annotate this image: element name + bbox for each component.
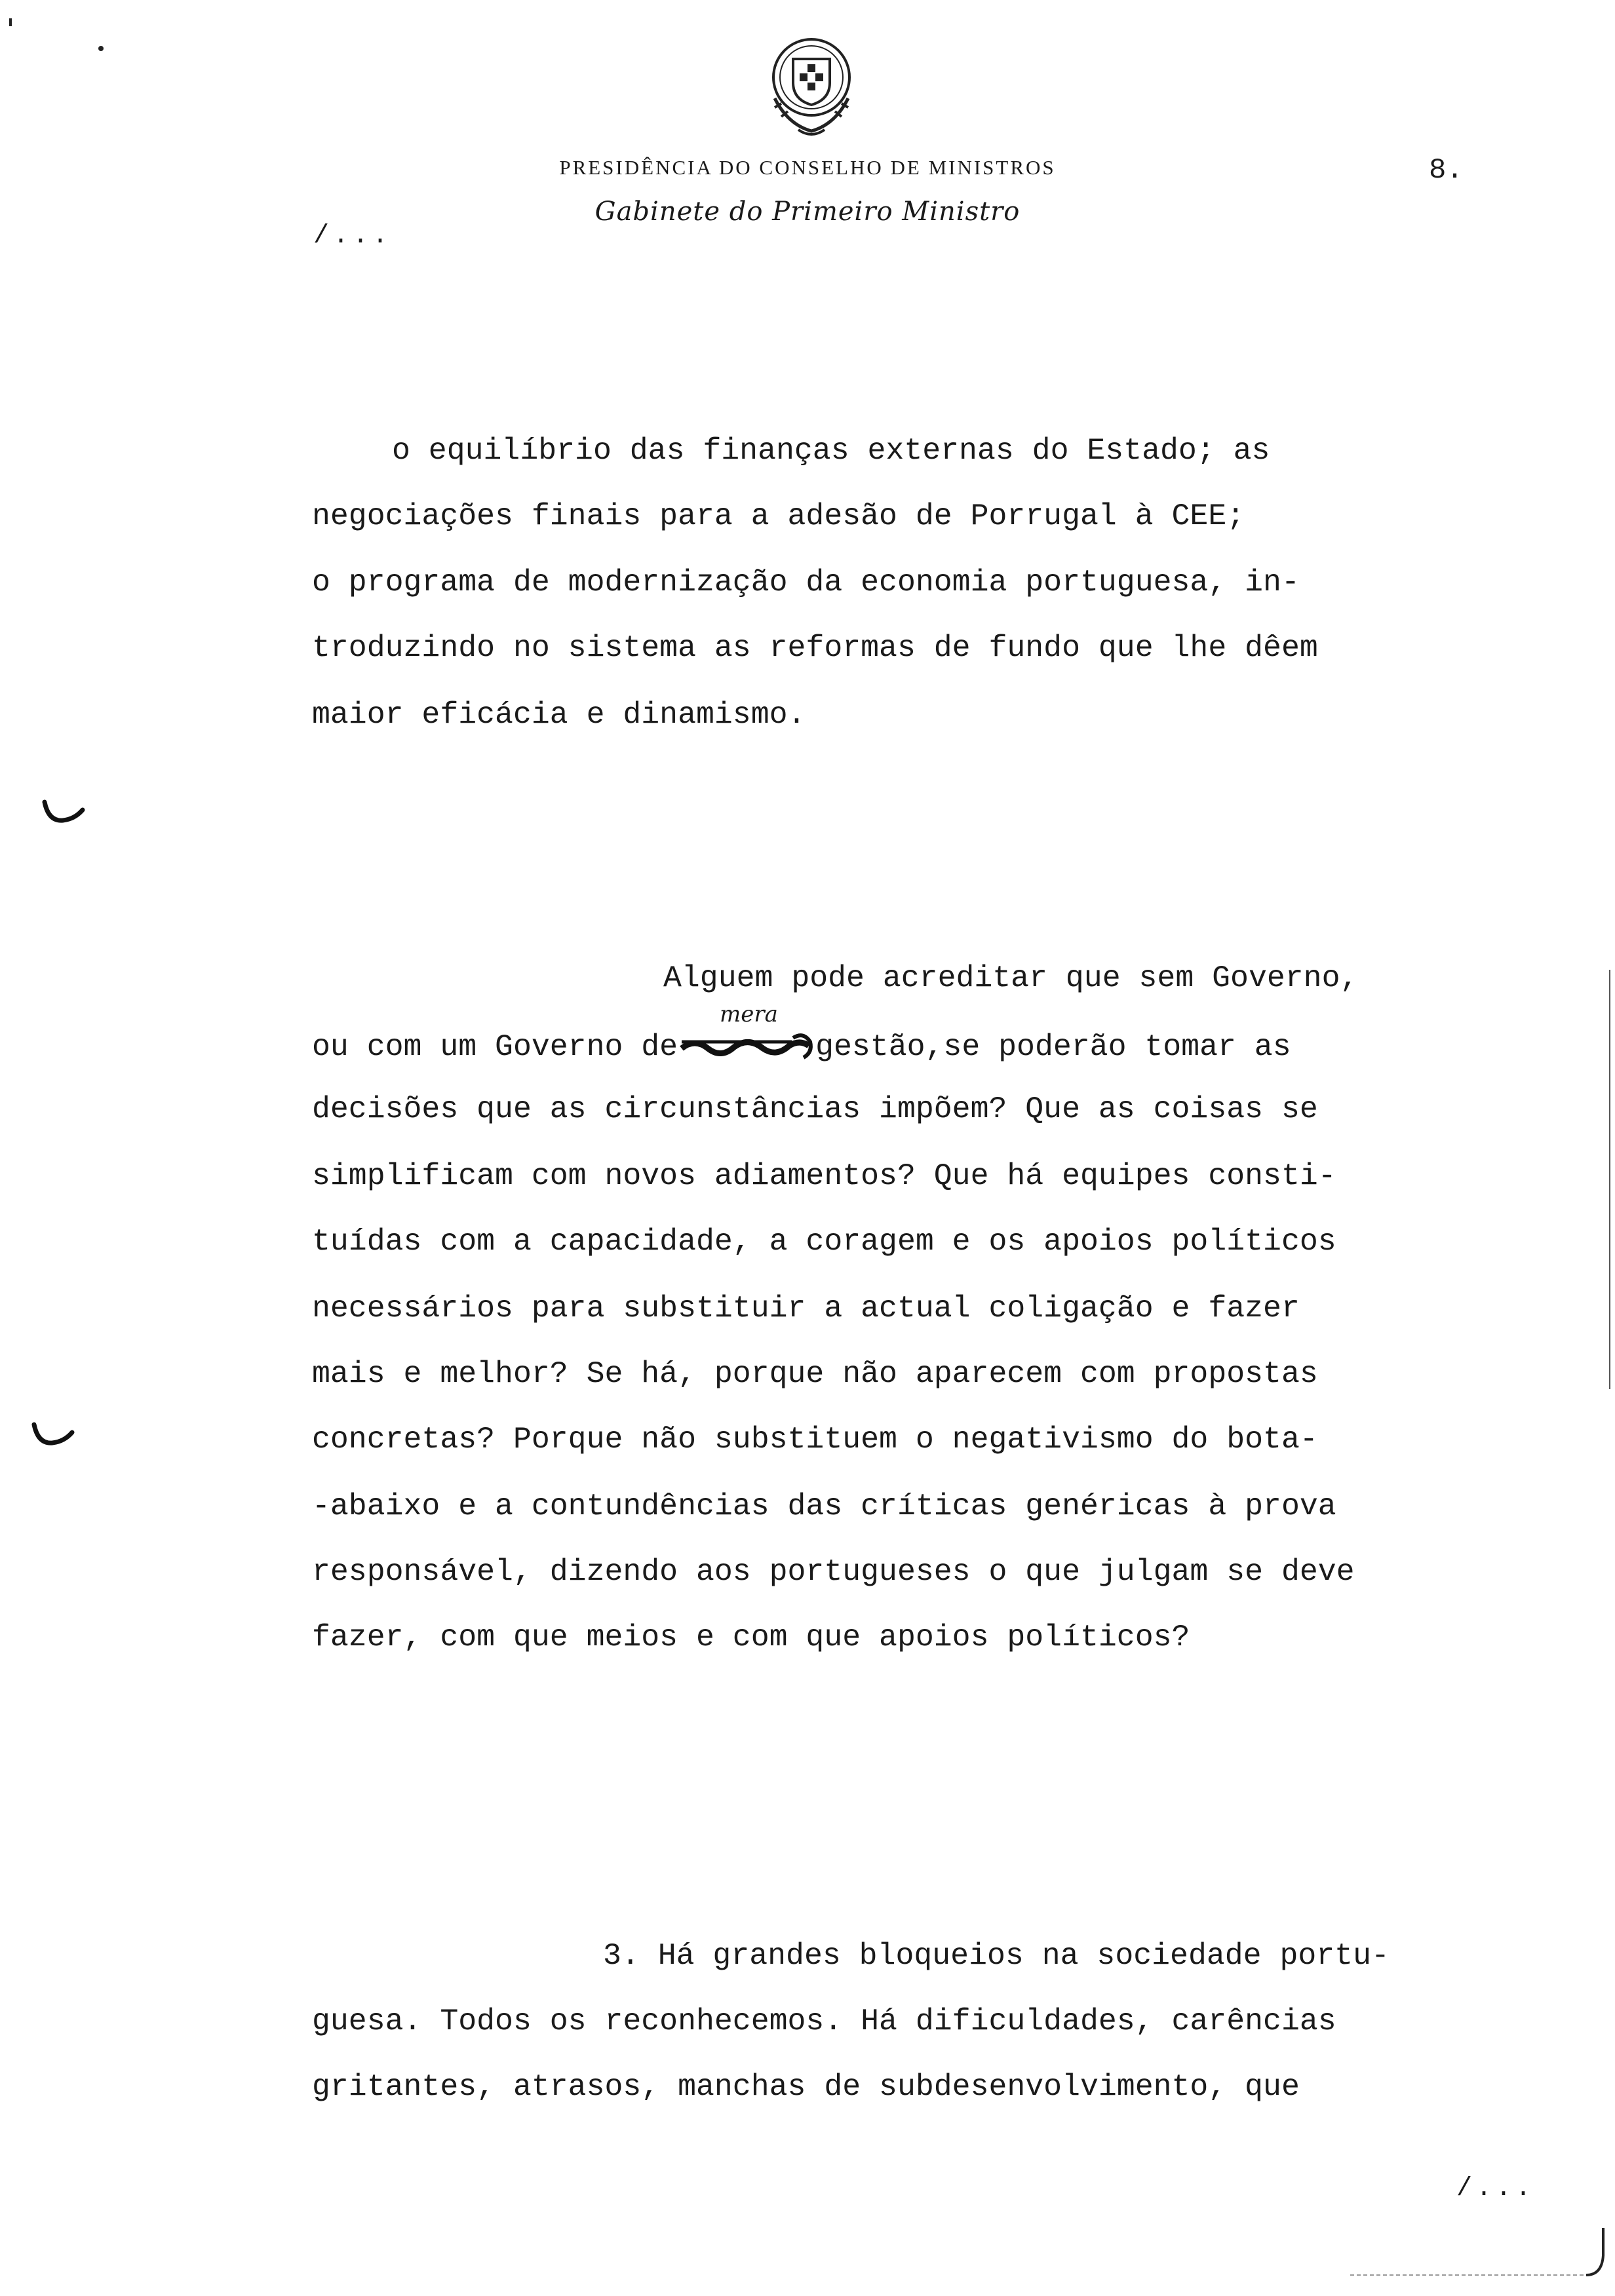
- continuation-marker-bottom: /...: [1456, 2174, 1536, 2204]
- speck-mark: [7, 18, 14, 26]
- paragraph-2-line: mais e melhor? Se há, porque não aparecem com propostas: [312, 1356, 1318, 1391]
- strikethrough-correction-mark: [678, 1029, 815, 1060]
- paragraph-1-line: maior eficácia e dinamismo.: [312, 697, 806, 732]
- paragraph-2-line: Alguem pode acreditar que sem Governo,: [663, 961, 1359, 995]
- coat-of-arms-seal-icon: [752, 26, 870, 144]
- paragraph-1-line: negociações finais para a adesão de Porrugal à CEE;: [312, 499, 1245, 533]
- paragraph-2-line: necessários para substituir a actual coligação e fazer: [312, 1291, 1300, 1326]
- paragraph-2-line: fazer, com que meios e com que apoios políticos?: [312, 1620, 1190, 1655]
- paragraph-2-text: ou com um Governo de: [312, 1029, 678, 1064]
- paragraph-3-line: guesa. Todos os reconhecemos. Há dificuldades, carências: [312, 2004, 1336, 2038]
- paragraph-2-line: tuídas com a capacidade, a coragem e os apoios políticos: [312, 1224, 1336, 1259]
- paragraph-3-line: 3. Há grandes bloqueios na sociedade portu-: [603, 1938, 1390, 1973]
- paragraph-2-text: gestão,se poderão tomar as: [815, 1029, 1291, 1064]
- paragraph-2-line-with-edit: [312, 1029, 1291, 1063]
- page-number: 8.: [1429, 154, 1464, 187]
- paragraph-1-line: o programa de modernização da economia portuguesa, in-: [312, 565, 1300, 600]
- paragraph-2-line: simplificam com novos adiamentos? Que há equipes consti-: [312, 1158, 1336, 1193]
- institution-title: PRESIDÊNCIA DO CONSELHO DE MINISTROS: [559, 156, 1056, 179]
- paragraph-1-line: o equilíbrio das finanças externas do Estado; as: [392, 433, 1270, 468]
- continuation-marker-top: /...: [313, 221, 393, 251]
- speck-mark: [97, 45, 105, 52]
- margin-punch-mark: [41, 799, 87, 826]
- page-corner-fold: [1350, 2228, 1612, 2287]
- paragraph-3-line: gritantes, atrasos, manchas de subdesenvolvimento, que: [312, 2069, 1300, 2104]
- handwritten-insertion: mera: [720, 1001, 778, 1027]
- margin-punch-mark: [30, 1422, 76, 1448]
- paragraph-2-line: decisões que as circunstâncias impõem? Que as coisas se: [312, 1092, 1318, 1126]
- paragraph-2-line: concretas? Porque não substituem o negativismo do bota-: [312, 1422, 1318, 1457]
- paragraph-1-line: troduzindo no sistema as reformas de fundo que lhe dêem: [312, 630, 1318, 665]
- paragraph-2-line: -abaixo e a contundências das críticas genéricas à prova: [312, 1489, 1336, 1523]
- paragraph-2-line: responsável, dizendo aos portugueses o que julgam se deve: [312, 1554, 1355, 1589]
- office-subtitle: Gabinete do Primeiro Ministro: [594, 197, 1021, 227]
- scan-edge-line: [1607, 970, 1612, 1389]
